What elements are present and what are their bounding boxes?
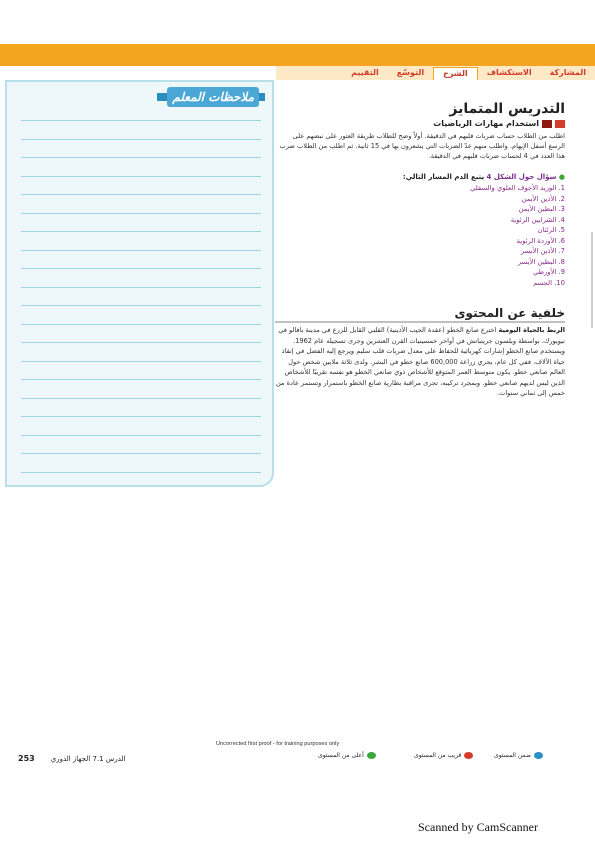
list-item: 4. الشرايين الرئوية [510,215,565,224]
notes-rule-line [21,268,261,269]
notes-rule-line [21,120,261,121]
on-level-icon [534,752,543,759]
subhead [275,119,565,128]
tab-evaluate[interactable]: التقييم [351,68,379,77]
tab-elaborate[interactable]: التوسّع [396,68,425,77]
background-title: خلفية عن المحتوى [454,306,565,320]
notes-rule-line [21,250,261,251]
notes-rule-line [21,342,261,343]
notes-rule-line [21,416,261,417]
page-footer [18,754,126,763]
tab-explore[interactable]: الاستكشاف [486,68,532,77]
question-lead: يتبع الدم المسار التالي: [402,173,487,181]
background-text: اخترع صانع الخطو (عقدة الجيب الأذينية) القلبي القابل للزرع في مدينة بافالو في نيويورك، بواسطة ويلسون جريتباتش في أواخر خمسينيات القرن العشرين وجرى تسجيله عام 1962. ويستخدم صانع الخطو إشارات كهربائية للحفاظ على معدل ضربات قلب سليم ويرجع إليه الفضل في إنقاذ حياة الآلاف. ففي كل عام، يجري زراعة 600,000 صانع خطو في البشر. ولدى ثلاثة ملايين شخص حول العالم صانعي خطو. يكون متوسط العمر المتوقع للأشخاص ذوي صانعي الخطو هو نفسه تقريبًا للأشخاص الذين ليس لديهم صانعي خطو. وبمجرد تركيبه، تجرى مراقبة بطارية صانع الخطو باستمرار وتستمر عادة من خمس إلى ثماني سنوات. [275,326,565,397]
notes-rule-line [21,176,261,177]
main-content [275,100,565,399]
legend-above-level [318,752,376,759]
notes-rule-line [21,472,261,473]
notes-rule-line [21,398,261,399]
list-item: 3. البطين الأيمن [518,205,565,213]
page-edge-mark [591,232,593,328]
lesson-label: الدرس 7.1 الجهاز الدوري [50,754,126,763]
list-item: 5. الرئتان [537,226,565,234]
teacher-notes-panel [5,80,274,487]
title-underline [275,321,565,323]
background-paragraph [275,325,565,399]
question-label: سؤال حول الشكل 4 [486,173,557,181]
list-item: 6. الأوردة الرئوية [516,236,565,245]
page-number: 253 [18,754,35,763]
background-lead: الربط بالحياة اليومية [498,326,565,334]
notes-rule-line [21,139,261,140]
list-item: 1. الوريد الأجوف العلوي والسفلي [470,184,565,192]
notes-rule-line [21,361,261,362]
level-chip-icon [542,120,552,128]
legend-label: ضمن المستوى [494,752,531,759]
notes-rule-line [21,305,261,306]
figure-question-heading [275,173,565,181]
notes-rule-line [21,194,261,195]
approaching-level-icon [464,752,473,759]
list-item: 7. الأذين الأيسر [520,247,565,255]
above-level-icon [367,752,376,759]
notes-rule-line [21,157,261,158]
section-title: التدريس المتمايز [449,101,565,117]
tab-explain[interactable]: الشرح [433,67,478,80]
scanner-watermark: Scanned by CamScanner [418,820,538,834]
intro-paragraph: اطلب من الطلاب حساب ضربات قلبهم في الدقيقة. أولاً وضح للطلاب طريقة العثور على نبضهم على الرسغ أسفل الإبهام. واطلب منهم عدّ الضربات التي يشعرون بها في 15 ثانية. ثم اطلب من الطلاب ضرب هذا العدد في 4 لحساب ضربات قلبهم في الدقيقة. [279,132,565,160]
notes-rule-line [21,453,261,454]
notes-rule-line [21,324,261,325]
legend-label: أعلى من المستوى [318,752,364,759]
bullet-icon: ● [558,173,565,181]
blood-path-list [275,183,565,288]
level-chip-icon [555,120,565,128]
tab-engage[interactable]: المشاركة [549,68,586,77]
notes-rule-line [21,231,261,232]
list-item: 2. الأذين الأيمن [521,194,565,203]
list-item: 10. الجسم [533,278,565,287]
list-item: 8. البطين الأيسر [517,257,565,266]
legend-approaching-level [414,752,473,759]
subhead-text: استخدام مهارات الرياضيات [433,119,539,128]
notes-rule-line [21,213,261,214]
notes-rule-line [21,287,261,288]
list-item: 9. الأورطي [532,268,565,276]
proof-notice: Uncorrected first proof - for training purposes only [216,741,340,747]
legend-on-level [494,752,543,759]
header-bar [0,44,595,66]
teacher-notes-title: ملاحظات المعلم [167,87,259,107]
legend-label: قريب من المستوى [414,752,462,759]
notes-rule-line [21,379,261,380]
teacher-notes-banner [157,87,265,107]
notes-rule-line [21,435,261,436]
lesson-tabs [276,66,595,80]
